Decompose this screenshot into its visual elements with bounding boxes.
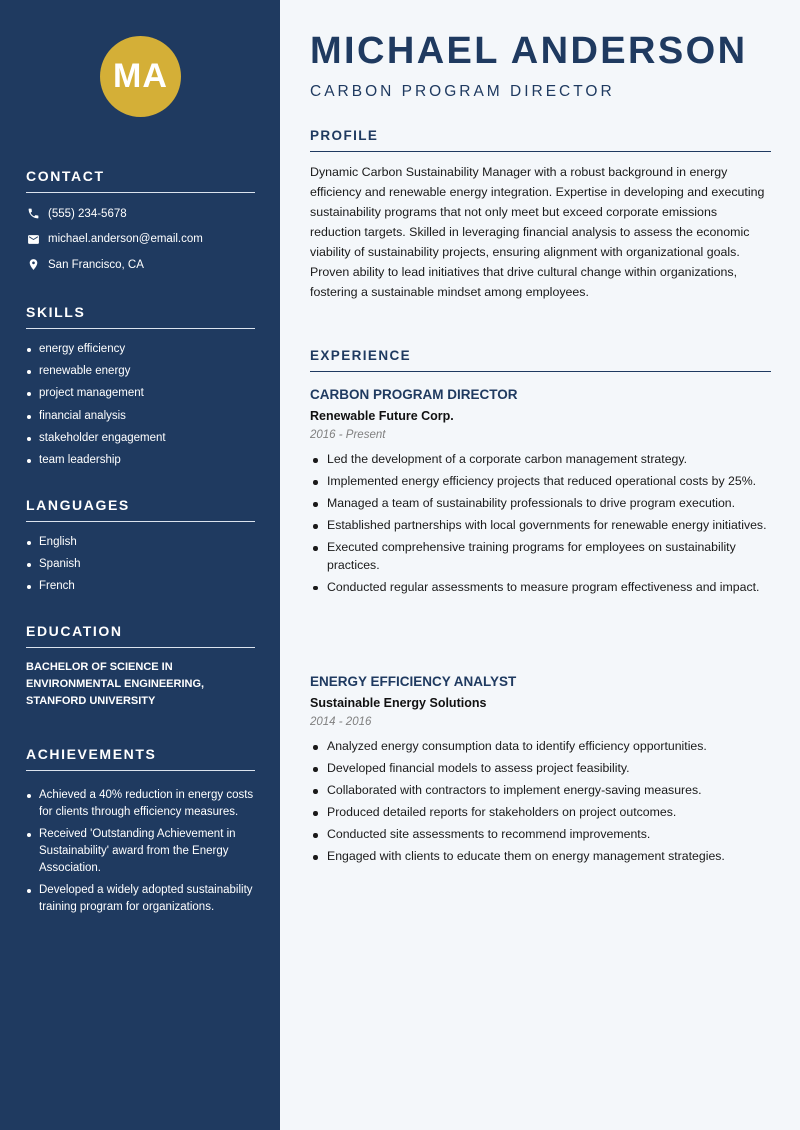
contact-title: CONTACT [26,168,255,193]
skill-item: project management [26,385,255,402]
avatar [100,36,181,117]
job-company: Sustainable Energy Solutions [310,696,487,710]
contact-phone [26,205,255,222]
language-item: French [26,578,255,595]
job-entry [310,674,771,870]
contact-section [26,168,255,282]
job-company: Renewable Future Corp. [310,409,454,423]
experience-title: EXPERIENCE [310,348,771,372]
skill-item: energy efficiency [26,341,255,358]
contact-location [26,256,255,273]
contact-email [26,231,255,248]
skill-item: stakeholder engagement [26,430,255,447]
job-bullet: Implemented energy efficiency projects that reduced operational costs by 25%. [310,473,771,491]
profile-text: Dynamic Carbon Sustainability Manager with a robust background in energy efficiency and renewable energy integration. Expertise in developing and executing sustainability programs that not only meet but exceed corporate emissions reduction targets. Skilled in leveraging financial analysis to assess the economic viability of sustainability projects, ensuring alignment with organizational goals. Proven ability to lead initiatives that drive cultural change within organizations, fostering a sustainable mindset among employees. [310,165,765,299]
languages-title: LANGUAGES [26,497,255,522]
languages-section [26,497,255,601]
job-entry [310,387,771,601]
skill-item: renewable energy [26,363,255,380]
sidebar [0,0,280,1130]
language-item: Spanish [26,556,255,573]
skills-title: SKILLS [26,304,255,329]
achievement-item: Developed a widely adopted sustainability training program for organizations. [26,882,255,916]
language-item: English [26,534,255,551]
skill-item: financial analysis [26,408,255,425]
email-icon [26,232,40,246]
profile-title: PROFILE [310,128,771,152]
skill-item: team leadership [26,452,255,469]
job-bullet: Conducted regular assessments to measure program effectiveness and impact. [310,579,771,597]
education-degree: BACHELOR OF SCIENCE IN ENVIRONMENTAL ENGINEERING, STANFORD UNIVERSITY [26,661,205,707]
job-bullet: Executed comprehensive training programs for employees on sustainability practices. [310,539,771,574]
candidate-name: MICHAEL ANDERSON [310,30,748,72]
phone-icon [26,207,40,221]
achievements-section [26,746,255,921]
achievement-item: Received 'Outstanding Achievement in Sustainability' award from the Energy Association. [26,826,255,877]
job-title: ENERGY EFFICIENCY ANALYST [310,674,517,689]
education-title: EDUCATION [26,623,255,648]
profile-section [310,128,771,302]
job-bullet: Managed a team of sustainability professionals to drive program execution. [310,495,771,513]
job-bullet: Conducted site assessments to recommend improvements. [310,826,771,844]
skills-section [26,304,255,474]
job-bullet: Established partnerships with local governments for renewable energy initiatives. [310,517,771,535]
phone-text: (555) 234-5678 [48,207,127,220]
job-bullet: Analyzed energy consumption data to identify efficiency opportunities. [310,738,771,756]
achievement-item: Achieved a 40% reduction in energy costs for clients through efficiency measures. [26,787,255,821]
achievements-title: ACHIEVEMENTS [26,746,255,771]
job-bullet: Developed financial models to assess project feasibility. [310,760,771,778]
job-bullet: Engaged with clients to educate them on energy management strategies. [310,848,771,866]
candidate-role: CARBON PROGRAM DIRECTOR [310,83,615,100]
job-bullet: Led the development of a corporate carbon management strategy. [310,451,771,469]
email-text[interactable]: michael.anderson@email.com [48,233,203,245]
job-bullet: Produced detailed reports for stakeholders on project outcomes. [310,804,771,822]
job-dates: 2014 - 2016 [310,716,372,728]
experience-section [310,348,771,372]
location-text: San Francisco, CA [48,258,144,271]
location-pin-icon [26,258,40,272]
job-bullet: Collaborated with contractors to implement energy-saving measures. [310,782,771,800]
job-dates: 2016 - Present [310,429,386,441]
education-section [26,623,255,710]
job-title: CARBON PROGRAM DIRECTOR [310,387,518,402]
avatar-initials: MA [113,57,168,95]
